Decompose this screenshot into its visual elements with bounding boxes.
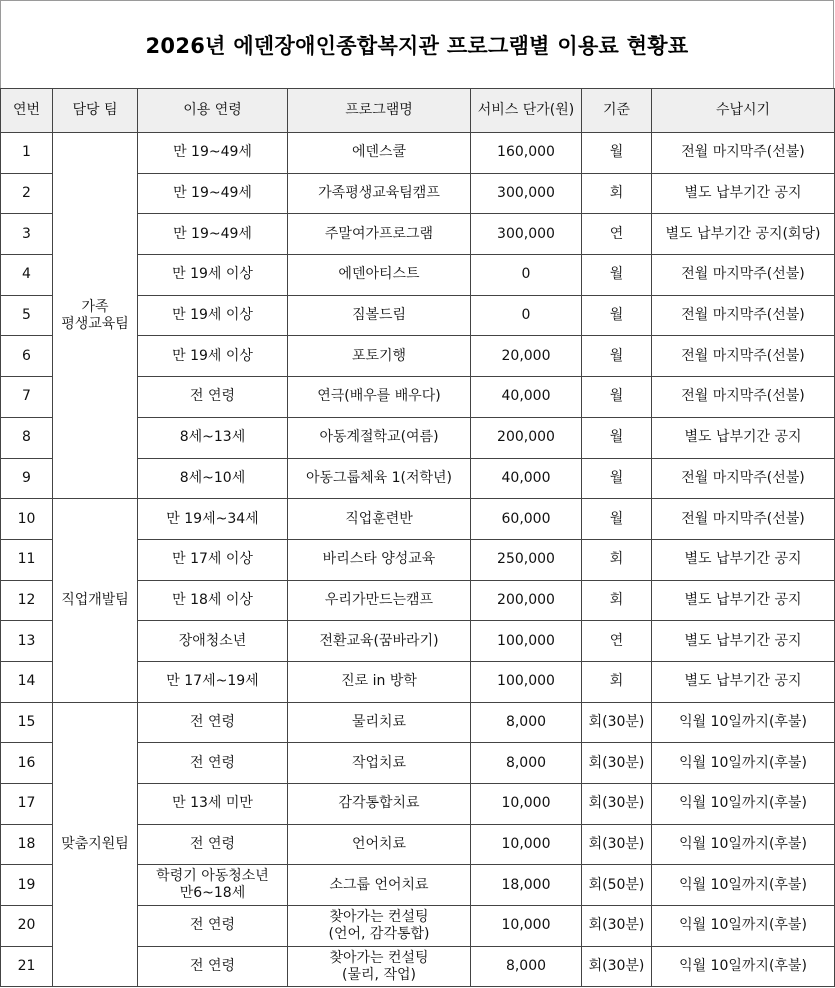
row-number-cell: 5 [1, 295, 53, 336]
row-number-cell: 20 [1, 906, 53, 947]
age-cell [138, 946, 288, 987]
program-cell-line: 아동그룹체육 1(저학년) [306, 469, 452, 486]
row-number-cell: 12 [1, 580, 53, 621]
price-cell: 100,000 [471, 621, 582, 662]
row-number-cell: 7 [1, 377, 53, 418]
age-cell-line: 만 19~49세 [173, 144, 252, 161]
age-cell [138, 743, 288, 784]
basis-cell: 월 [582, 458, 652, 499]
row-number-cell: 15 [1, 702, 53, 743]
basis-cell: 월 [582, 377, 652, 418]
row-number-cell: 9 [1, 458, 53, 499]
basis-cell: 월 [582, 499, 652, 540]
age-cell-line: 만 19세~34세 [166, 510, 259, 527]
price-cell: 8,000 [471, 702, 582, 743]
team-cell-line: 직업개발팀 [61, 591, 129, 608]
row-number-cell: 3 [1, 214, 53, 255]
age-cell [138, 906, 288, 947]
program-cell-line: 포토기행 [351, 347, 407, 364]
payment-cell: 별도 납부기간 공지 [652, 661, 835, 702]
row-number-cell: 19 [1, 865, 53, 906]
team-cell [53, 133, 138, 499]
age-cell [138, 295, 288, 336]
price-cell: 300,000 [471, 173, 582, 214]
age-cell-line: 학령기 아동청소년 [156, 868, 269, 885]
row-number-cell: 10 [1, 499, 53, 540]
price-cell: 200,000 [471, 417, 582, 458]
team-cell-line: 가족 [81, 298, 109, 315]
price-cell: 8,000 [471, 946, 582, 987]
header-price: 서비스 단가(원) [471, 89, 582, 133]
program-cell [288, 133, 471, 174]
age-cell-line: 전 연령 [189, 836, 236, 853]
row-number-cell: 2 [1, 173, 53, 214]
program-cell-line: (물리, 작업) [342, 966, 416, 983]
age-cell-line: 전 연령 [189, 754, 236, 771]
program-cell-line: 주말여가프로그램 [324, 225, 434, 242]
program-cell-line: 물리치료 [351, 713, 407, 730]
payment-cell: 전월 마지막주(선불) [652, 458, 835, 499]
program-cell-line: 찾아가는 컨설팅 [329, 949, 429, 966]
price-cell: 40,000 [471, 458, 582, 499]
row-number-cell: 8 [1, 417, 53, 458]
program-cell-line: 에덴아티스트 [338, 266, 420, 283]
price-cell: 10,000 [471, 906, 582, 947]
program-cell-line: 진로 in 방학 [341, 673, 417, 690]
team-cell-line: 평생교육팀 [61, 315, 129, 332]
program-cell [288, 743, 471, 784]
row-number-cell: 16 [1, 743, 53, 784]
row-number-cell: 14 [1, 661, 53, 702]
program-cell [288, 784, 471, 825]
program-cell [288, 499, 471, 540]
table-row [1, 702, 835, 743]
basis-cell: 월 [582, 255, 652, 296]
payment-cell: 별도 납부기간 공지 [652, 173, 835, 214]
row-number-cell: 21 [1, 946, 53, 987]
program-cell-line: 연극(배우를 배우다) [317, 388, 441, 405]
program-cell-line: (언어, 감각통합) [328, 925, 430, 942]
age-cell-line: 만 13세 미만 [172, 795, 253, 812]
age-cell [138, 336, 288, 377]
basis-cell: 월 [582, 133, 652, 174]
program-cell [288, 336, 471, 377]
row-number-cell: 6 [1, 336, 53, 377]
price-cell: 200,000 [471, 580, 582, 621]
program-cell-line: 아동계절학교(여름) [319, 429, 439, 446]
program-cell-line: 언어치료 [351, 836, 407, 853]
price-cell: 0 [471, 295, 582, 336]
program-cell [288, 295, 471, 336]
basis-cell: 회(30분) [582, 743, 652, 784]
age-cell [138, 377, 288, 418]
age-cell [138, 824, 288, 865]
price-cell: 8,000 [471, 743, 582, 784]
payment-cell: 익월 10일까지(후불) [652, 906, 835, 947]
age-cell [138, 661, 288, 702]
payment-cell: 별도 납부기간 공지 [652, 539, 835, 580]
price-cell: 20,000 [471, 336, 582, 377]
fee-table [0, 88, 835, 987]
age-cell-line: 만 18세 이상 [172, 591, 253, 608]
header-age: 이용 연령 [138, 89, 288, 133]
header-basis: 기준 [582, 89, 652, 133]
payment-cell: 별도 납부기간 공지 [652, 417, 835, 458]
age-cell-line: 만 19~49세 [173, 225, 252, 242]
payment-cell: 전월 마지막주(선불) [652, 255, 835, 296]
table-body [1, 133, 835, 987]
payment-cell: 익월 10일까지(후불) [652, 743, 835, 784]
payment-cell: 전월 마지막주(선불) [652, 133, 835, 174]
age-cell-line: 만 19세 이상 [172, 347, 253, 364]
basis-cell: 연 [582, 214, 652, 255]
price-cell: 40,000 [471, 377, 582, 418]
basis-cell: 회(30분) [582, 824, 652, 865]
age-cell-line: 만 17세~19세 [166, 673, 259, 690]
age-cell [138, 255, 288, 296]
basis-cell: 회(30분) [582, 946, 652, 987]
age-cell-line: 전 연령 [189, 388, 236, 405]
price-cell: 18,000 [471, 865, 582, 906]
payment-cell: 별도 납부기간 공지 [652, 621, 835, 662]
team-cell [53, 499, 138, 702]
basis-cell: 회(30분) [582, 906, 652, 947]
program-cell [288, 865, 471, 906]
table-row [1, 499, 835, 540]
payment-cell: 익월 10일까지(후불) [652, 824, 835, 865]
basis-cell: 회 [582, 173, 652, 214]
age-cell [138, 702, 288, 743]
price-cell: 250,000 [471, 539, 582, 580]
program-cell-line: 짐볼드림 [351, 307, 407, 324]
row-number-cell: 18 [1, 824, 53, 865]
program-cell [288, 539, 471, 580]
age-cell [138, 865, 288, 906]
header-payment: 수납시기 [652, 89, 835, 133]
row-number-cell: 1 [1, 133, 53, 174]
age-cell [138, 621, 288, 662]
payment-cell: 전월 마지막주(선불) [652, 336, 835, 377]
header-team: 담당 팀 [53, 89, 138, 133]
program-cell-line: 에덴스쿨 [351, 144, 407, 161]
price-cell: 100,000 [471, 661, 582, 702]
payment-cell: 별도 납부기간 공지 [652, 580, 835, 621]
program-cell-line: 작업치료 [351, 754, 407, 771]
basis-cell: 월 [582, 336, 652, 377]
program-cell [288, 173, 471, 214]
price-cell: 10,000 [471, 784, 582, 825]
price-cell: 10,000 [471, 824, 582, 865]
program-cell [288, 214, 471, 255]
program-cell [288, 702, 471, 743]
age-cell-line: 전 연령 [189, 713, 236, 730]
program-cell-line: 감각통합치료 [338, 795, 420, 812]
age-cell [138, 133, 288, 174]
basis-cell: 연 [582, 621, 652, 662]
basis-cell: 월 [582, 417, 652, 458]
age-cell-line: 만 19~49세 [173, 185, 252, 202]
program-cell [288, 458, 471, 499]
payment-cell: 익월 10일까지(후불) [652, 784, 835, 825]
table-header-row [1, 89, 835, 133]
age-cell [138, 580, 288, 621]
table-row [1, 133, 835, 174]
program-cell [288, 906, 471, 947]
program-cell-line: 직업훈련반 [345, 510, 413, 527]
program-cell [288, 824, 471, 865]
payment-cell: 전월 마지막주(선불) [652, 377, 835, 418]
row-number-cell: 13 [1, 621, 53, 662]
program-cell-line: 전환교육(꿈바라기) [319, 632, 439, 649]
payment-cell: 익월 10일까지(후불) [652, 702, 835, 743]
basis-cell: 회 [582, 580, 652, 621]
age-cell-line: 장애청소년 [178, 632, 247, 649]
basis-cell: 회(30분) [582, 784, 652, 825]
team-cell-line: 맞춤지원팀 [61, 836, 129, 853]
age-cell-line: 전 연령 [189, 917, 236, 934]
basis-cell: 회(50분) [582, 865, 652, 906]
basis-cell: 회 [582, 539, 652, 580]
header-no: 연번 [1, 89, 53, 133]
basis-cell: 회 [582, 661, 652, 702]
basis-cell: 월 [582, 295, 652, 336]
age-cell [138, 214, 288, 255]
payment-cell: 별도 납부기간 공지(회당) [652, 214, 835, 255]
program-cell-line: 찾아가는 컨설팅 [329, 908, 429, 925]
payment-cell: 전월 마지막주(선불) [652, 499, 835, 540]
team-cell [53, 702, 138, 987]
age-cell-line: 8세~10세 [179, 469, 246, 486]
program-cell [288, 417, 471, 458]
row-number-cell: 17 [1, 784, 53, 825]
page-title: 2026년 에덴장애인종합복지관 프로그램별 이용료 현황표 [145, 33, 689, 58]
payment-cell: 전월 마지막주(선불) [652, 295, 835, 336]
age-cell-line: 만 19세 이상 [172, 266, 253, 283]
age-cell [138, 499, 288, 540]
age-cell-line: 8세~13세 [179, 429, 246, 446]
age-cell-line: 만 19세 이상 [172, 307, 253, 324]
price-cell: 60,000 [471, 499, 582, 540]
age-cell-line: 전 연령 [189, 958, 236, 975]
title-box [0, 0, 834, 88]
program-cell-line: 우리가만드는캠프 [324, 591, 434, 608]
age-cell [138, 173, 288, 214]
age-cell [138, 458, 288, 499]
price-cell: 0 [471, 255, 582, 296]
age-cell-line: 만6~18세 [179, 885, 246, 902]
payment-cell: 익월 10일까지(후불) [652, 865, 835, 906]
header-program: 프로그램명 [288, 89, 471, 133]
program-cell [288, 946, 471, 987]
program-cell [288, 661, 471, 702]
row-number-cell: 11 [1, 539, 53, 580]
age-cell [138, 784, 288, 825]
age-cell [138, 417, 288, 458]
price-cell: 300,000 [471, 214, 582, 255]
price-cell: 160,000 [471, 133, 582, 174]
payment-cell: 익월 10일까지(후불) [652, 946, 835, 987]
program-cell [288, 377, 471, 418]
age-cell [138, 539, 288, 580]
program-cell [288, 255, 471, 296]
program-cell [288, 580, 471, 621]
row-number-cell: 4 [1, 255, 53, 296]
program-cell-line: 바리스타 양성교육 [322, 551, 436, 568]
program-cell-line: 가족평생교육팀캠프 [318, 185, 440, 202]
age-cell-line: 만 17세 이상 [172, 551, 253, 568]
basis-cell: 회(30분) [582, 702, 652, 743]
program-cell-line: 소그룹 언어치료 [329, 876, 429, 893]
program-cell [288, 621, 471, 662]
